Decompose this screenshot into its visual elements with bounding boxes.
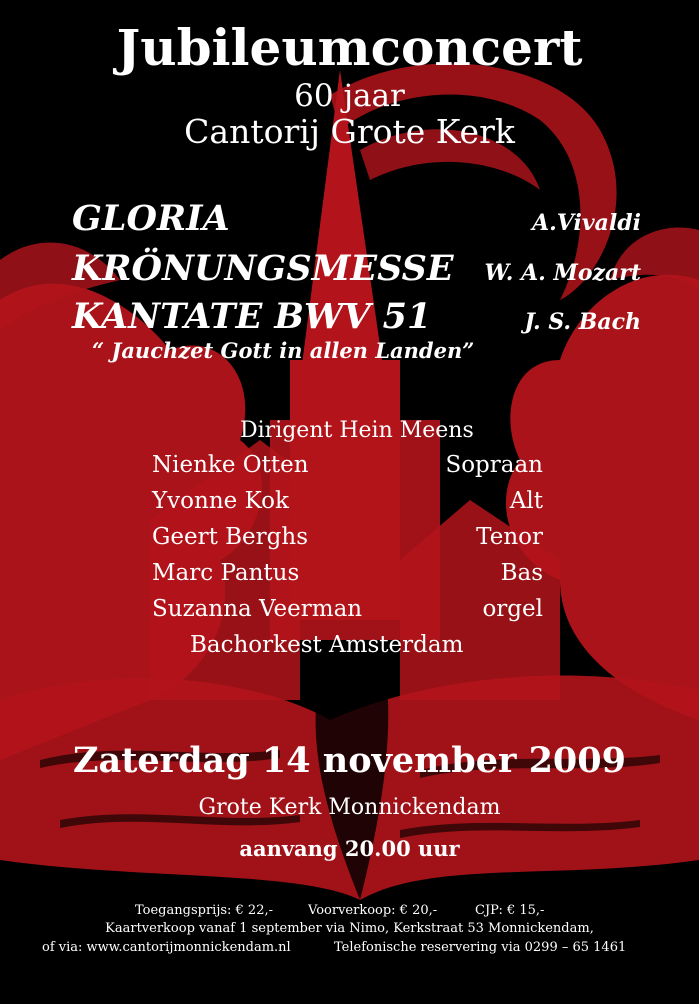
ticket-sales-info: Kaartverkoop vanaf 1 september via Nimo, Kerkstraat 53 Monnickendam, <box>105 921 594 936</box>
cjp-price: CJP: € 15,- <box>475 903 545 918</box>
start-time: aanvang 20.00 uur <box>239 836 460 861</box>
program-work: GLORIA <box>72 198 230 239</box>
conductor: Dirigent Hein Meens <box>240 418 474 443</box>
website-info: of via: www.cantorijmonnickendam.nl <box>42 940 291 955</box>
program-composer: W. A. Mozart <box>484 260 641 286</box>
anniversary-years: 60 jaar <box>294 78 405 114</box>
choir-name: Cantorij Grote Kerk <box>184 112 515 151</box>
soloist-role: Tenor <box>476 524 543 550</box>
concert-venue: Grote Kerk Monnickendam <box>198 795 501 820</box>
soloist-role: orgel <box>482 596 543 622</box>
concert-date: Zaterdag 14 november 2009 <box>72 740 626 781</box>
soloist-name: Nienke Otten <box>152 452 309 478</box>
cantata-subtitle: “ Jauchzet Gott in allen Landen” <box>92 338 475 363</box>
soloist-role: Alt <box>509 488 543 514</box>
program-composer: A.Vivaldi <box>532 210 641 236</box>
program-work: KANTATE BWV 51 <box>72 296 432 337</box>
entrance-fee: Toegangsprijs: € 22,- <box>135 903 273 918</box>
presale-price: Voorverkoop: € 20,- <box>308 903 438 918</box>
soloist-role: Bas <box>500 560 543 586</box>
poster-title: Jubileumconcert <box>116 18 583 77</box>
program-composer: J. S. Bach <box>524 309 641 335</box>
orchestra: Bachorkest Amsterdam <box>190 632 464 658</box>
soloist-name: Suzanna Veerman <box>152 596 363 622</box>
soloist-name: Geert Berghs <box>152 524 308 550</box>
program-work: KRÖNUNGSMESSE <box>72 248 454 289</box>
phone-reservation: Telefonische reservering via 0299 – 65 1461 <box>334 940 627 955</box>
soloist-name: Yvonne Kok <box>152 488 289 514</box>
soloist-name: Marc Pantus <box>152 560 300 586</box>
soloist-role: Sopraan <box>445 452 543 478</box>
